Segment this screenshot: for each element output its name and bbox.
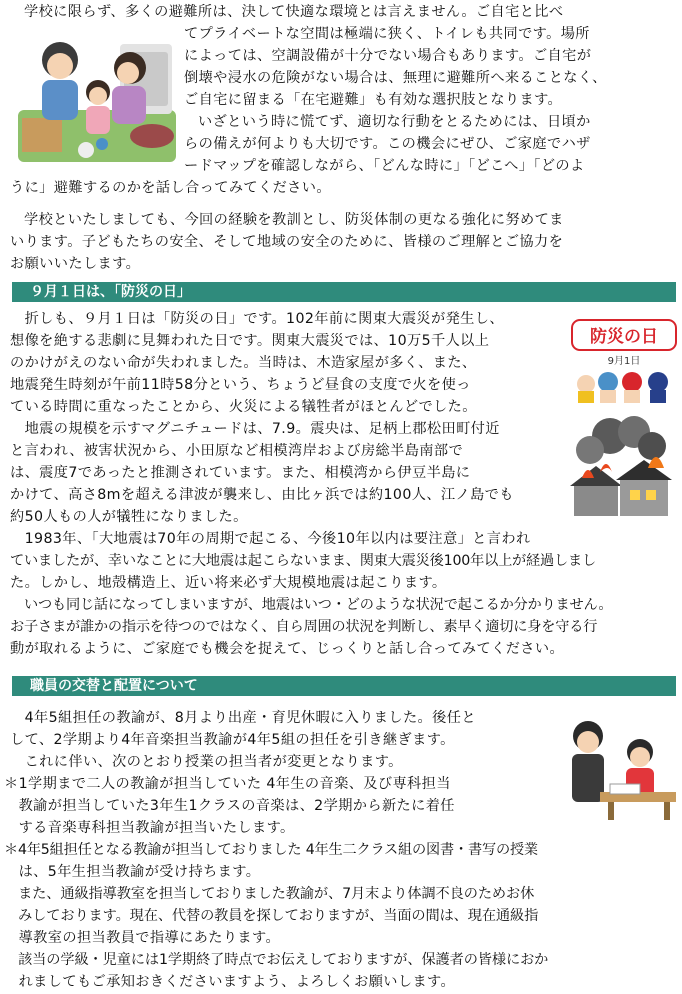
s1-line: は、震度7であったと推測されています。また、相模湾から伊豆半島に (10, 465, 471, 481)
s1-line: 約50人もの人が犠牲になりました。 (10, 509, 248, 525)
s2-line: ＊1学期まで二人の教諭が担当していた 4年生の音楽、及び専科担当 (4, 776, 451, 792)
intro-line-4: 倒壊や浸水の危険がない場合は、無理に避難所へ来ることなく、 (184, 70, 607, 86)
s1-line: かけて、高さ8mを超える津波が襲来し、由比ヶ浜では約100人、江ノ島でも (10, 487, 514, 503)
intro-line-3: によっては、空調設備が十分でない場合もあります。ご自宅が (184, 48, 592, 64)
intro-line-11: いります。子どもたちの安全、そして地域の安全のために、皆様のご理解とご協力を (10, 234, 564, 250)
bousai-day-illustration (570, 318, 678, 404)
s1-line: 動が取れるように、ご家庭でも機会を捉えて、じっくりと話し合ってみてください。 (10, 641, 565, 657)
teacher-student-illustration (560, 712, 678, 822)
badge-title: 防災の日 (590, 327, 658, 347)
badge-date: 9月1日 (607, 356, 641, 367)
intro-line-2: てプライベートな空間は極端に狭く、トイレも共同です。場所 (184, 26, 590, 42)
intro-line-5: ご自宅に留まる「在宅避難」も有効な選択肢となります。 (184, 92, 563, 108)
s2-line: れましてもご承知おきくださいますよう、よろしくお願いします。 (4, 974, 456, 990)
s1-line: お子さまが誰かの指示を待つのではなく、自ら周囲の状況を判断し、素早く適切に身を守る行 (10, 619, 598, 635)
intro-line-7: らの備えが何よりも大切です。この機会にぜひ、ご家庭でハザ (184, 136, 591, 152)
s2-line: 4年5組担任の教諭が、8月より出産・育児休暇に入りました。後任と (10, 710, 476, 726)
intro-line-10: 学校といたしましても、今回の経験を教訓とし、防災体制の更なる強化に努めてま (24, 212, 564, 228)
s1-line: ていましたが、幸いなことに大地震は起こらないまま、関東大震災後100年以上が経過しまし (10, 553, 596, 569)
s2-line: 教諭が担当していた3年生1クラスの音楽は、2学期から新たに着任 (4, 798, 455, 814)
intro-line-12: お願いいたします。 (10, 256, 141, 272)
s2-line: また、通級指導教室を担当しておりました教諭が、7月末より体調不良のためお休 (4, 886, 535, 902)
s2-line: する音楽専科担当教諭が担当いたします。 (4, 820, 295, 836)
intro-line-9: うに」避難するのかを話し合ってみてください。 (10, 180, 331, 196)
s1-line: いつも同じ話になってしまいますが、地震はいつ・どのような状況で起こるか分かりません。 (10, 597, 613, 613)
intro-line-1: 学校に限らず、多くの避難所は、決して快適な環境とは言えません。ご自宅と比べ (24, 4, 564, 20)
s2-line: これに伴い、次のとおり授業の担当者が変更となります。 (10, 754, 403, 770)
burning-houses-illustration (560, 416, 678, 524)
s1-line: 地震の規模を示すマグニチュードは、7.9。震央は、足柄上郡松田町付近 (10, 421, 500, 437)
intro-line-8: ードマップを確認しながら、「どんな時に」「どこへ」「どのよ (184, 158, 585, 174)
s1-line: た。しかし、地殻構造上、近い将来必ず大規模地震は起こります。 (10, 575, 447, 591)
family-shelter-illustration (12, 18, 180, 168)
s1-line: のかけがえのない命が失われました。当時は、木造家屋が多く、また、 (10, 355, 477, 371)
s2-line: は、5年生担当教諭が受け持ちます。 (4, 864, 261, 880)
section-heading-bousai: ９月１日は、「防災の日」 (12, 282, 676, 302)
intro-line-6: いざという時に慌てず、適切な行動をとるためには、日頃か (198, 114, 591, 130)
section-heading-staff: 職員の交替と配置について (12, 676, 676, 696)
s1-line: 折しも、９月１日は「防災の日」です。102年前に関東大震災が発生し、 (10, 311, 504, 327)
s1-line: 1983年、「大地震は70年の周期で起こる、今後10年以内は要注意」と言われ (10, 531, 531, 547)
s2-line: して、2学期より4年音楽担当教諭が4年5組の担任を引き継ぎます。 (10, 732, 455, 748)
s2-line: 該当の学級・児童には1学期終了時点でお伝えしておりますが、保護者の皆様におか (4, 952, 549, 968)
s2-line: ＊4年5組担任となる教諭が担当しておりました 4年生二クラス組の図書・書写の授業 (4, 842, 538, 858)
s2-line: みしております。現在、代替の教員を探しておりますが、当面の間は、現在通級指 (4, 908, 539, 924)
s1-line: 想像を絶する悲劇に見舞われた日です。関東大震災では、10万5千人以上 (10, 333, 490, 349)
s1-line: と言われ、被害状況から、小田原など相模湾岸および房総半島南部で (10, 443, 464, 459)
s1-line: ている時間に重なったことから、火災による犠牲者がほとんどでした。 (10, 399, 477, 415)
s2-line: 導教室の担当教員で指導にあたります。 (4, 930, 281, 946)
s1-line: 地震発生時刻が午前11時58分という、ちょうど昼食の支度で火を使っ (10, 377, 471, 393)
